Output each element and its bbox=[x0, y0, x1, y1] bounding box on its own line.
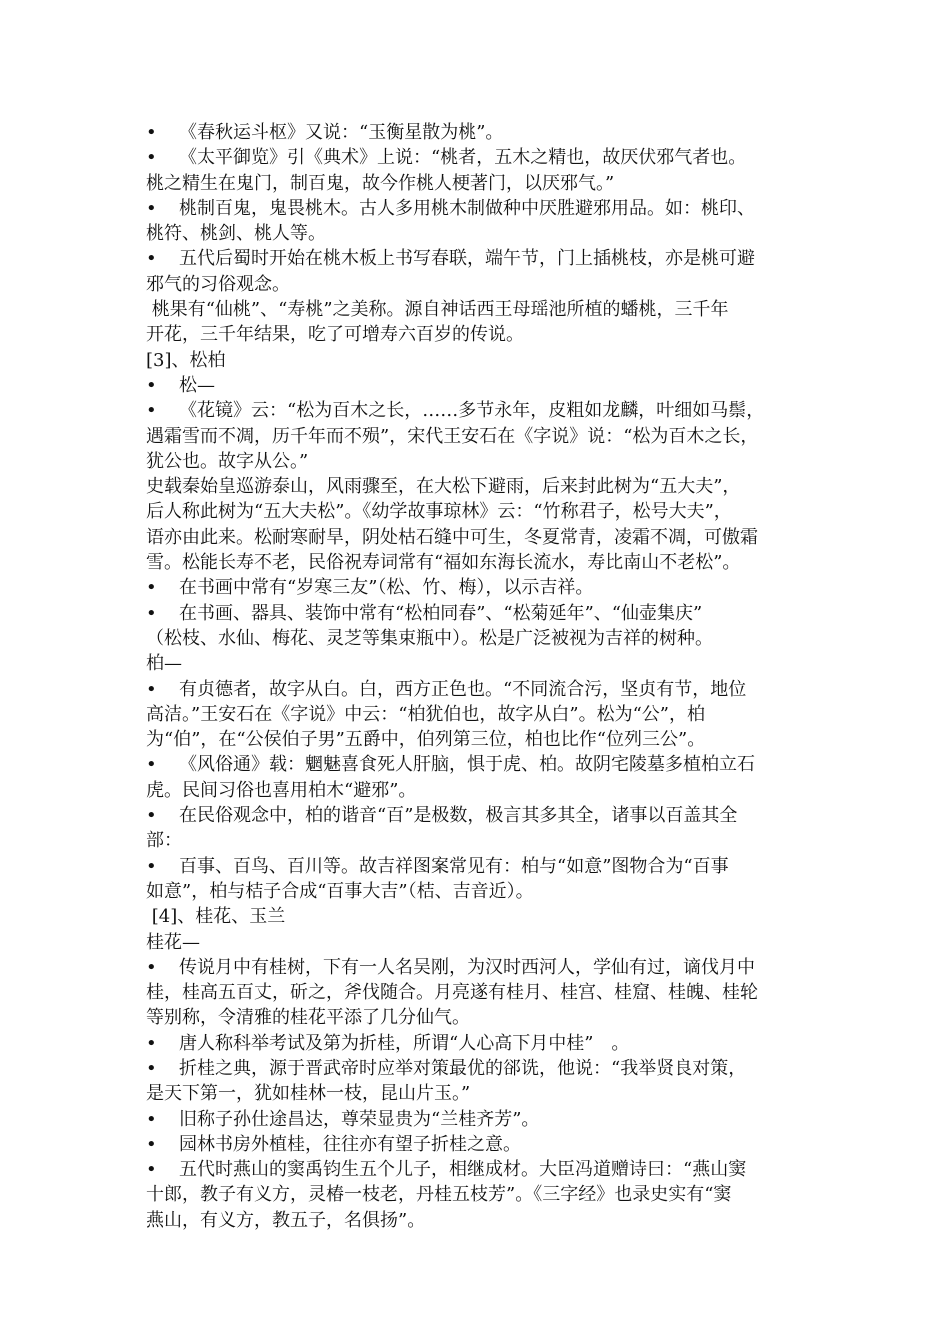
text-line bbox=[146, 904, 814, 929]
line-text: 犹公也。故字从公。” bbox=[146, 450, 309, 472]
bullet-item bbox=[146, 803, 814, 828]
bullet-marker: • bbox=[146, 1032, 157, 1054]
line-text: 《风俗通》载：魍魅喜食死人肝脑，惧于虎、柏。故阴宅陵墓多植柏立石 bbox=[179, 754, 755, 776]
bullet-item bbox=[146, 1107, 814, 1132]
bullet-item bbox=[146, 145, 814, 170]
line-text: 遇霜雪而不凋，历千年而不殒”，宋代王安石在《字说》说：“松为百木之长， bbox=[146, 425, 759, 447]
text-line bbox=[146, 1208, 814, 1233]
line-text: 百事、百鸟、百川等。故吉祥图案常见有：柏与“如意”图物合为“百事 bbox=[179, 855, 729, 877]
bullet-marker: • bbox=[146, 1057, 157, 1079]
text-line bbox=[146, 702, 814, 727]
line-text: 后人称此树为“五大夫松”。《幼学故事琼林》云：“竹称君子，松号大夫”， bbox=[146, 501, 732, 523]
bullet-item bbox=[146, 398, 814, 423]
text-line bbox=[146, 424, 814, 449]
text-line bbox=[146, 348, 814, 373]
line-text: 松— bbox=[179, 374, 215, 396]
line-text: 高洁。”王安石在《字说》中云：“柏犹伯也，故字从白”。松为“公”，柏 bbox=[146, 703, 706, 725]
text-line bbox=[146, 297, 814, 322]
text-line bbox=[146, 1081, 814, 1106]
line-text: 十郎，教子有义方，灵椿一枝老，丹桂五枝芳”。《三字经》也录史实有“窦 bbox=[146, 1184, 732, 1206]
line-text: 桃之精生在鬼门，制百鬼，故今作桃人梗著门，以厌邪气。” bbox=[146, 172, 615, 194]
line-text: 为“伯”，在“公侯伯子男”五爵中，伯列第三位，柏也比作“位列三公”。 bbox=[146, 729, 706, 751]
bullet-marker: • bbox=[146, 122, 157, 143]
text-line bbox=[146, 272, 814, 297]
line-text: [3]、松柏 bbox=[146, 349, 226, 371]
bullet-marker: • bbox=[146, 754, 157, 776]
line-text: 在书画中常有“岁寒三友”（松、竹、梅），以示吉祥。 bbox=[179, 577, 594, 599]
text-line bbox=[146, 1182, 814, 1207]
line-text: 在民俗观念中，柏的谐音“百”是极数，极言其多其全，诸事以百盖其全 bbox=[179, 805, 738, 827]
bullet-marker: • bbox=[146, 805, 157, 827]
bullet-marker: • bbox=[146, 956, 157, 978]
line-text: 折桂之典，源于晋武帝时应举对策最优的郤诜，他说：“我举贤良对策， bbox=[179, 1057, 747, 1079]
text-line bbox=[146, 828, 814, 853]
line-text: 《花镜》云：“松为百木之长，……多节永年，皮粗如龙麟，叶细如马鬃， bbox=[179, 400, 765, 422]
line-text: 桂花— bbox=[146, 931, 200, 953]
document-body bbox=[146, 120, 814, 1233]
bullet-item bbox=[146, 1132, 814, 1157]
text-line bbox=[146, 651, 814, 676]
line-text: 雪。松能长寿不老，民俗祝寿词常有“福如东海长流水，寿比南山不老松”。 bbox=[146, 552, 741, 574]
text-line bbox=[146, 879, 814, 904]
line-text: 五代后蜀时开始在桃木板上书写春联，端午节，门上插桃枝，亦是桃可避 bbox=[179, 248, 755, 270]
bullet-item bbox=[146, 373, 814, 398]
text-line bbox=[146, 322, 814, 347]
bullet-marker: • bbox=[146, 248, 157, 270]
line-text: [4]、桂花、玉兰 bbox=[146, 906, 286, 928]
bullet-item bbox=[146, 1056, 814, 1081]
text-line bbox=[146, 171, 814, 196]
bullet-item bbox=[146, 955, 814, 980]
bullet-item bbox=[146, 752, 814, 777]
line-text: 柏— bbox=[146, 653, 182, 675]
line-text: 园林书房外植桂，往往亦有望子折桂之意。 bbox=[179, 1133, 521, 1155]
bullet-marker: • bbox=[146, 400, 157, 422]
bullet-marker: • bbox=[146, 1159, 157, 1181]
line-text: 桃制百鬼，鬼畏桃木。古人多用桃木制做种中厌胜避邪用品。如：桃印、 bbox=[179, 197, 755, 219]
line-text: 《春秋运斗枢》又说：“玉衡星散为桃”。 bbox=[179, 122, 504, 143]
bullet-marker: • bbox=[146, 197, 157, 219]
bullet-marker: • bbox=[146, 374, 157, 396]
text-line bbox=[146, 474, 814, 499]
bullet-item bbox=[146, 601, 814, 626]
bullet-item bbox=[146, 575, 814, 600]
bullet-item bbox=[146, 246, 814, 271]
line-text: （松枝、水仙、梅花、灵芝等集束瓶中）。松是广泛被视为吉祥的树种。 bbox=[146, 627, 713, 649]
bullet-marker: • bbox=[146, 147, 157, 169]
text-line bbox=[146, 930, 814, 955]
text-line bbox=[146, 778, 814, 803]
bullet-item bbox=[146, 1157, 814, 1182]
line-text: 在书画、器具、装饰中常有“松柏同春”、“松菊延年”、“仙壶集庆” bbox=[179, 602, 703, 624]
line-text: 桃果有“仙桃”、“寿桃”之美称。源自神话西王母瑶池所植的蟠桃，三千年 bbox=[146, 299, 729, 321]
bullet-marker: • bbox=[146, 577, 157, 599]
bullet-item bbox=[146, 854, 814, 879]
line-text: 邪气的习俗观念。 bbox=[146, 273, 290, 295]
line-text: 有贞德者，故字从白。白，西方正色也。“不同流合污，坚贞有节，地位 bbox=[179, 678, 747, 700]
line-text: 部： bbox=[146, 830, 182, 852]
bullet-item bbox=[146, 1031, 814, 1056]
bullet-item bbox=[146, 196, 814, 221]
line-text: 开花，三千年结果，吃了可增寿六百岁的传说。 bbox=[146, 324, 524, 346]
line-text: 史载秦始皇巡游泰山，风雨骤至，在大松下避雨，后来封此树为“五大夫”， bbox=[146, 476, 741, 498]
line-text: 语亦由此来。松耐寒耐旱，阴处枯石缝中可生，冬夏常青，凌霜不凋，可傲霜 bbox=[146, 526, 758, 548]
bullet-marker: • bbox=[146, 855, 157, 877]
line-text: 桃符、桃剑、桃人等。 bbox=[146, 223, 326, 245]
text-line bbox=[146, 980, 814, 1005]
line-text: 等别称，令清雅的桂花平添了几分仙气。 bbox=[146, 1007, 470, 1029]
bullet-marker: • bbox=[146, 678, 157, 700]
text-line bbox=[146, 525, 814, 550]
line-text: 燕山，有义方，教五子，名俱扬”。 bbox=[146, 1209, 426, 1231]
line-text: 唐人称科举考试及第为折桂，所谓“人心高下月中桂” 。 bbox=[179, 1032, 630, 1054]
text-line bbox=[146, 449, 814, 474]
line-text: 如意”，柏与桔子合成“百事大吉”（桔、吉音近）。 bbox=[146, 880, 534, 902]
text-line bbox=[146, 1005, 814, 1030]
bullet-item bbox=[146, 120, 814, 145]
line-text: 桂，桂高五百丈，斫之，斧伐随合。月亮遂有桂月、桂宫、桂窟、桂魄、桂轮 bbox=[146, 982, 758, 1004]
bullet-item bbox=[146, 677, 814, 702]
line-text: 《太平御览》引《典术》上说：“桃者，五木之精也，故厌伏邪气者也。 bbox=[179, 147, 747, 169]
bullet-marker: • bbox=[146, 602, 157, 624]
line-text: 虎。民间习俗也喜用柏木“避邪”。 bbox=[146, 779, 417, 801]
line-text: 是天下第一，犹如桂林一枝，昆山片玉。” bbox=[146, 1083, 471, 1105]
text-line bbox=[146, 626, 814, 651]
text-line bbox=[146, 499, 814, 524]
line-text: 传说月中有桂树，下有一人名吴刚，为汉时西河人，学仙有过，谪伐月中 bbox=[179, 956, 755, 978]
text-line bbox=[146, 727, 814, 752]
text-line bbox=[146, 550, 814, 575]
bullet-marker: • bbox=[146, 1108, 157, 1130]
line-text: 五代时燕山的窦禹钧生五个儿子，相继成材。大臣冯道赠诗曰：“燕山窦 bbox=[179, 1159, 747, 1181]
line-text: 旧称子孙仕途昌达，尊荣显贵为“兰桂齐芳”。 bbox=[179, 1108, 540, 1130]
text-line bbox=[146, 221, 814, 246]
bullet-marker: • bbox=[146, 1133, 157, 1155]
